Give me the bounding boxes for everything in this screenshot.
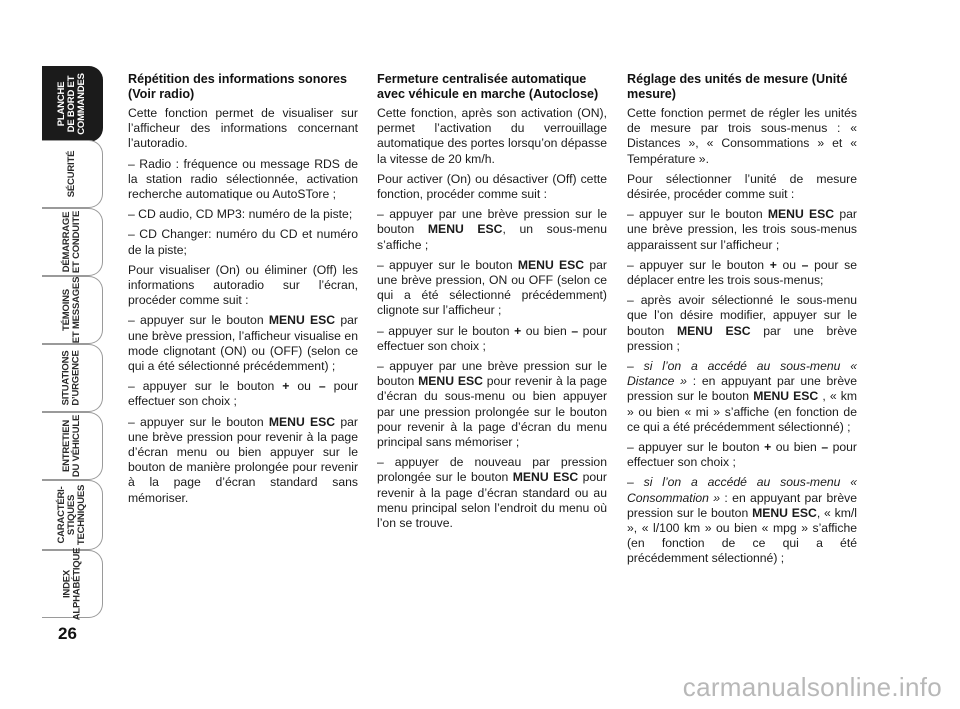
paragraph <box>128 106 358 152</box>
text-run: , « km » ou bien « mi » s’affiche (en fonction de ce qui a été précédemment sélectionné) ; <box>627 389 857 434</box>
tab-securite[interactable] <box>42 140 103 208</box>
paragraph <box>627 440 857 470</box>
bold-run: – <box>801 257 809 272</box>
paragraph <box>627 258 857 288</box>
italic-run: si l’on a accédé au sous-menu « Consommation » <box>627 475 857 505</box>
paragraph <box>377 172 607 202</box>
text-run: Pour sélectionner l’unité de mesure désirée, procéder comme suit : <box>627 171 857 202</box>
text-run: – appuyer par une brève pression sur le bouton <box>377 359 607 389</box>
text-run: : en appuyant par une brève pression sur le bouton <box>627 374 857 404</box>
text-run: ou <box>289 379 319 394</box>
text-run: , un sous-menu s’affiche ; <box>377 222 607 252</box>
text-run: Pour activer (On) ou désactiver (Off) cette fonction, procéder comme suit : <box>377 171 607 202</box>
tab-label: PLANCHE DE BORD ET COMMANDES <box>56 73 88 135</box>
tab-temoins[interactable] <box>42 276 103 344</box>
text-run: par une brève pression, les trois sous-menus apparaissent sur l’afficheur ; <box>627 207 857 252</box>
paragraph <box>377 359 607 450</box>
bold-run: + <box>769 257 777 272</box>
text-run: Cette fonction, après son activation (ON), permet l’activation du verrouillage automatique des portes lorsqu’on dépasse la vitesse de 20 km/h. <box>377 106 607 166</box>
bold-run: + <box>282 379 290 394</box>
paragraph <box>377 455 607 531</box>
bold-run: – <box>571 323 579 338</box>
paragraph <box>128 263 358 309</box>
column-unite-mesure <box>627 72 857 572</box>
text-run: Cette fonction permet de régler les unités de mesure par trois sous-menus : « Distances », « Consommations » et « Température ». <box>627 106 857 166</box>
bold-run: MENU ESC <box>268 313 336 328</box>
section-body <box>128 106 358 506</box>
text-run: : en appuyant par brève pression sur le bouton <box>627 490 857 520</box>
text-run: ou bien <box>771 440 822 455</box>
tab-label: ENTRETIEN DU VÉHICULE <box>61 414 83 478</box>
text-run: – après avoir sélectionné le sous-menu que l’on désire modifier, appuyer sur le bouton <box>627 293 857 338</box>
tab-label: CARACTÉRI- STIQUES TECHNIQUES <box>56 484 88 546</box>
paragraph <box>128 157 358 203</box>
bold-run: MENU ESC <box>753 389 819 404</box>
text-run: pour effectuer son choix ; <box>627 440 857 470</box>
bold-run: MENU ESC <box>268 414 336 429</box>
page-number: 26 <box>58 624 77 643</box>
paragraph <box>377 258 607 319</box>
paragraph <box>627 293 857 354</box>
text-run: pour effectuer son choix ; <box>377 323 607 353</box>
text-run: – appuyer sur le bouton <box>128 414 269 429</box>
text-run: Pour visualiser (On) ou éliminer (Off) les informations autoradio sur l’écran, procéder comme suit : <box>128 262 358 308</box>
text-run: – appuyer sur le bouton <box>627 440 765 455</box>
paragraph <box>627 359 857 435</box>
text-run: – <box>627 359 644 374</box>
paragraph <box>128 379 358 409</box>
section-body <box>627 106 857 567</box>
text-run: pour effectuer son choix ; <box>128 379 358 409</box>
paragraph <box>377 106 607 167</box>
text-run: – CD Changer: numéro du CD et numéro de la piste; <box>128 227 358 257</box>
bold-run: + <box>514 323 522 338</box>
bold-run: – <box>318 379 326 394</box>
bold-run: MENU ESC <box>767 207 835 222</box>
paragraph <box>377 207 607 253</box>
text-run: – appuyer sur le bouton <box>627 207 768 222</box>
section-title: Réglage des unités de mesure (Unité mesure) <box>627 72 848 101</box>
text-run: pour revenir à la page d’écran standard ou au menu principal selon l’endroit du menu où l’on se trouve. <box>377 470 607 531</box>
bold-run: MENU ESC <box>517 257 585 272</box>
italic-run: si l’on a accédé au sous-menu « Distance » <box>627 359 857 389</box>
paragraph <box>128 313 358 374</box>
text-run: – appuyer sur le bouton <box>377 257 518 272</box>
text-run: – appuyer sur le bouton <box>128 313 269 328</box>
text-run: – Radio : fréquence ou message RDS de la station radio sélectionnée, activation recherche automatique ou AutoSTore ; <box>128 156 358 202</box>
tab-planche-de-bord[interactable] <box>42 66 103 142</box>
column-autoclose <box>377 72 607 536</box>
text-run: – <box>627 475 644 490</box>
paragraph <box>128 415 358 506</box>
tab-label: DÉMARRAGE ET CONDUITE <box>61 210 83 274</box>
text-run: par une brève pression, ON ou OFF (selon ce qui a été sélectionné précédemment) clignote sur l’afficheur ; <box>377 257 607 318</box>
section-title: Répétition des informations sonores (Voir radio) <box>128 72 348 101</box>
tab-situations[interactable] <box>42 344 103 412</box>
paragraph <box>128 207 358 222</box>
text-run: pour se déplacer entre les trois sous-menus; <box>627 257 857 288</box>
tab-label: TÉMOINS ET MESSAGES <box>61 276 82 344</box>
tab-label: SITUATIONS D’URGENCE <box>61 350 82 406</box>
bold-run: MENU ESC <box>752 505 817 520</box>
text-run: Cette fonction permet de visualiser sur l’afficheur des informations concernant l’autoradio. <box>128 106 358 151</box>
column-repetition <box>128 72 358 511</box>
tab-label: INDEX ALPHABÉTIQUE <box>61 547 82 621</box>
tab-index[interactable] <box>42 547 103 621</box>
text-run: par une brève pression ; <box>627 323 857 353</box>
paragraph <box>128 227 358 257</box>
paragraph <box>627 106 857 167</box>
text-run: – appuyer sur le bouton <box>377 323 515 338</box>
paragraph <box>627 475 857 566</box>
bold-run: + <box>764 440 772 455</box>
bold-run: – <box>821 440 829 455</box>
tab-demarrage[interactable] <box>42 208 103 276</box>
tab-label: SÉCURITÉ <box>66 150 77 198</box>
section-title: Fermeture centralisée automatique avec véhicule en marche (Autoclose) <box>377 72 599 101</box>
text-run: par une brève pression, l’afficheur visualise en mode clignotant (ON) ou (OFF) (selon ce qui a été sélectionné précédemment) ; <box>128 313 358 374</box>
text-run: ou <box>776 257 802 272</box>
paragraph <box>627 207 857 253</box>
paragraph <box>377 324 607 354</box>
text-run: – appuyer sur le bouton <box>627 257 770 272</box>
text-run: – appuyer sur le bouton <box>128 379 283 394</box>
bold-run: MENU ESC <box>676 323 751 338</box>
tab-entretien[interactable] <box>42 412 103 480</box>
text-run: ou bien <box>521 323 572 338</box>
text-run: , « km/l », « l/100 km » ou bien « mpg » s’affiche (en fonction de ce qui a été précédemment sélectionné) ; <box>627 505 857 566</box>
text-run: – CD audio, CD MP3: numéro de la piste; <box>128 207 353 222</box>
text-run: par une brève pression pour revenir à la page d’écran menu ou bien appuyer sur le bouton de manière prolongée pour revenir à la page d’écran standard sans mémoriser. <box>128 414 358 505</box>
text-run: – appuyer de nouveau par pression prolongée sur le bouton <box>377 455 607 485</box>
bold-run: MENU ESC <box>418 374 483 389</box>
tab-caracteristiques[interactable] <box>42 480 103 550</box>
text-run: – appuyer par une brève pression sur le bouton <box>377 207 607 237</box>
text-run: pour revenir à la page d’écran du sous-menu ou bien appuyer par une pression prolongée sur le bouton pour revenir à la page d’écran du menu principal sans mémoriser ; <box>377 374 607 450</box>
bold-run: MENU ESC <box>427 222 503 237</box>
section-body <box>377 106 607 531</box>
watermark: carmanualsonline.info <box>682 672 942 702</box>
bold-run: MENU ESC <box>512 470 579 485</box>
paragraph <box>627 172 857 202</box>
